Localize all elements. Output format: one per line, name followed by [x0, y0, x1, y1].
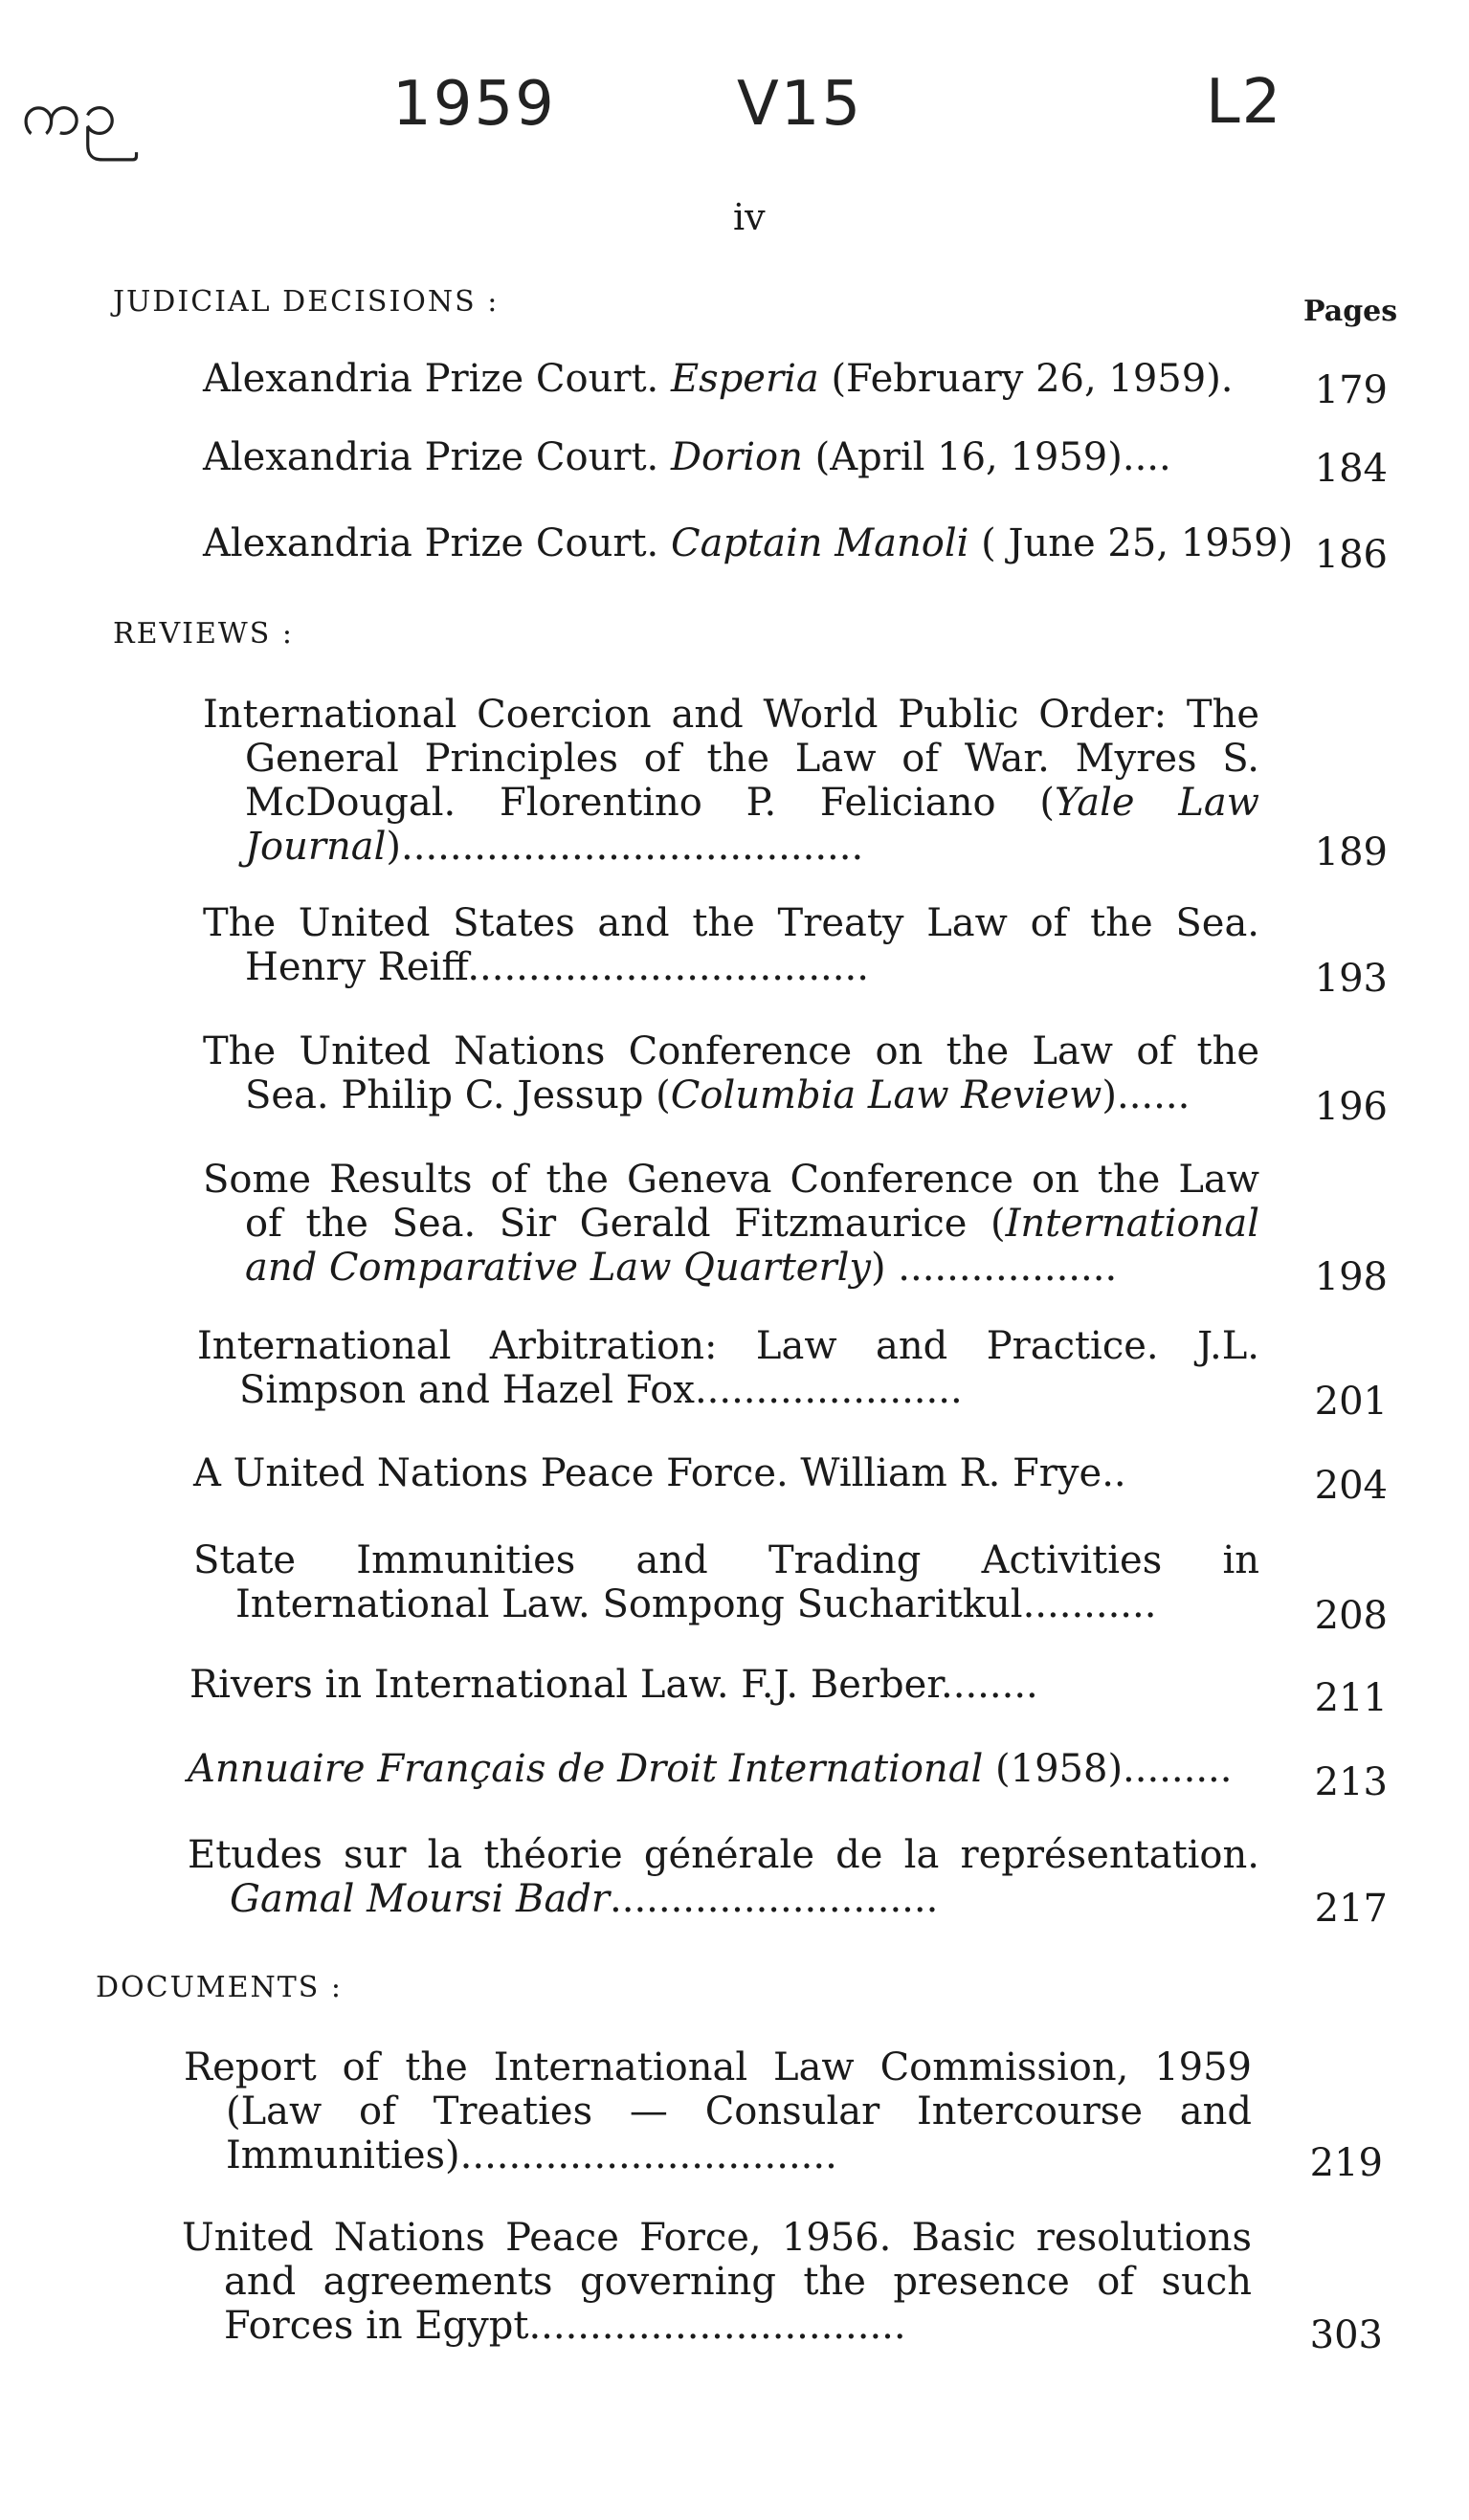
section-heading-documents: DOCUMENTS :: [96, 1971, 343, 2004]
handwritten-volume: V15: [737, 69, 863, 140]
page-number: iv: [733, 196, 766, 238]
section-heading-reviews: REVIEWS :: [113, 617, 294, 651]
toc-page-number: 179: [1314, 368, 1388, 412]
toc-page-number: 217: [1314, 1887, 1388, 1931]
section-heading-judicial-decisions: JUDICIAL DECISIONS :: [113, 285, 500, 319]
handwritten-number-1: ကဉ: [21, 78, 120, 149]
toc-entry: Alexandria Prize Court. Dorion (April 16, 1959)....: [203, 435, 1171, 479]
toc-page-number: 193: [1314, 957, 1388, 1001]
toc-page-number: 198: [1314, 1255, 1388, 1299]
toc-page-number: 196: [1314, 1085, 1388, 1129]
pages-column-label: Pages: [1303, 295, 1398, 328]
handwritten-code: L2: [1206, 67, 1283, 138]
toc-entry: Alexandria Prize Court. Esperia (February 26, 1959).: [203, 357, 1234, 401]
toc-page-number: 213: [1314, 1760, 1388, 1804]
toc-page-number: 189: [1314, 830, 1388, 874]
toc-page-number: 184: [1314, 447, 1388, 491]
toc-page-number: 211: [1314, 1676, 1388, 1720]
toc-page-number: 186: [1314, 533, 1388, 577]
handwritten-year: 1959: [392, 69, 556, 140]
toc-entry: Alexandria Prize Court. Captain Manoli ( June 25, 1959): [203, 521, 1294, 565]
toc-page-number: 201: [1314, 1380, 1388, 1424]
toc-page-number: 208: [1314, 1594, 1388, 1638]
toc-page-number: 219: [1309, 2141, 1383, 2185]
toc-page-number: 303: [1309, 2313, 1383, 2357]
toc-page-number: 204: [1314, 1464, 1388, 1508]
